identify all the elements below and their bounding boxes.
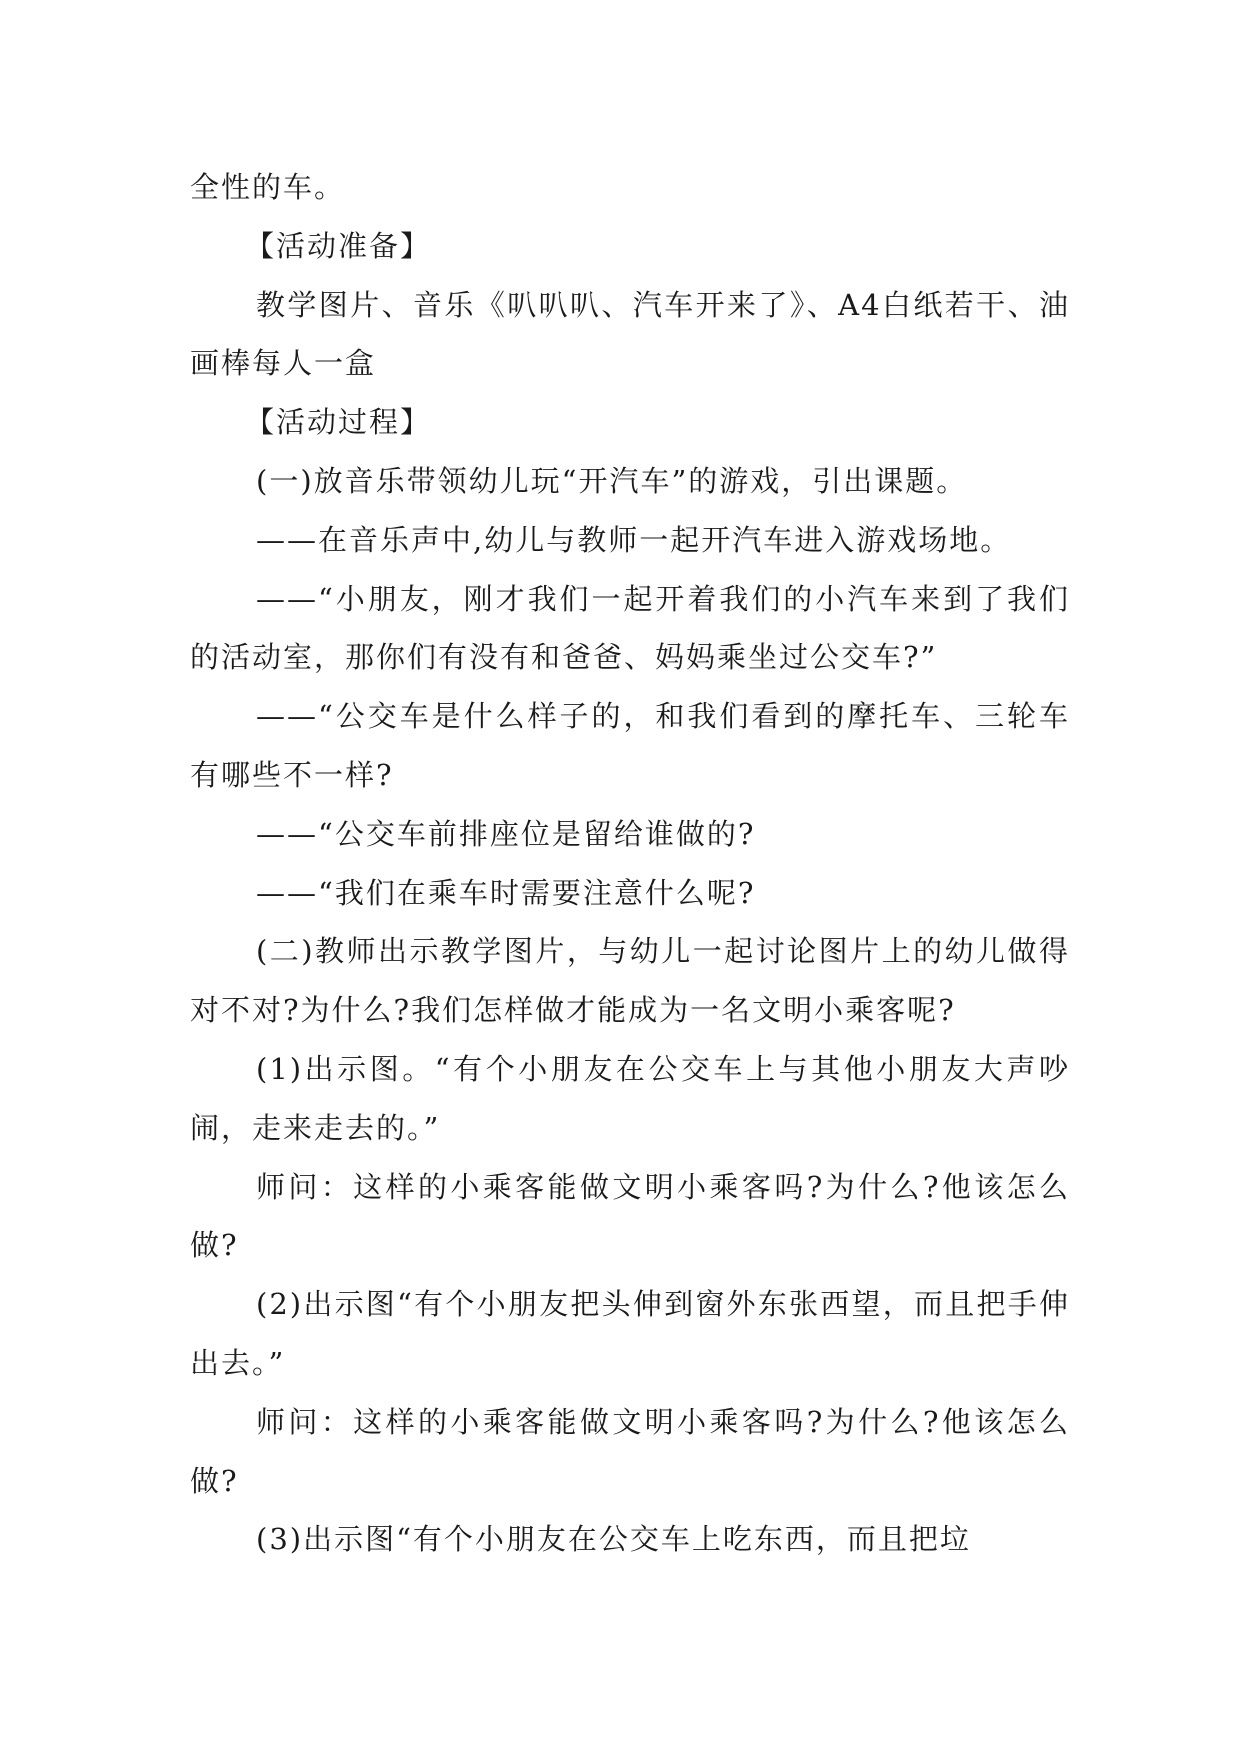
paragraph: 教学图片、音乐《叭叭叭、汽车开来了》、A4白纸若干、油画棒每人一盒 (190, 287, 1070, 381)
paragraph: (3)出示图“有个小朋友在公交车上吃东西，而且把垃 (256, 1522, 971, 1557)
paragraph: (1)出示图。“有个小朋友在公交车上与其他小朋友大声吵闹，走来走去的。” (190, 1051, 1070, 1145)
paragraph: 全性的车。 (190, 170, 346, 204)
document-body (190, 158, 1070, 1569)
paragraph: 师问：这样的小乘客能做文明小乘客吗?为什么?他该怎么做? (190, 1169, 1070, 1263)
paragraph: ——在音乐声中,幼儿与教师一起开汽车进入游戏场地。 (256, 522, 1012, 557)
paragraph: 师问：这样的小乘客能做文明小乘客吗?为什么?他该怎么做? (190, 1404, 1070, 1498)
paragraph: ——“公交车前排座位是留给谁做的? (256, 816, 756, 851)
paragraph: ——“公交车是什么样子的，和我们看到的摩托车、三轮车有哪些不一样? (190, 699, 1070, 792)
paragraph: (二)教师出示教学图片，与幼儿一起讨论图片上的幼儿做得对不对?为什么?我们怎样做才能成为一名文明小乘客呢? (190, 934, 1070, 1028)
paragraph: ——“我们在乘车时需要注意什么呢? (256, 875, 756, 910)
section-heading-process: 【活动过程】 (245, 405, 432, 440)
paragraph: (一)放音乐带领幼儿玩“开汽车”的游戏，引出课题。 (256, 463, 968, 498)
section-heading-preparation: 【活动准备】 (245, 228, 432, 263)
paragraph: (2)出示图“有个小朋友把头伸到窗外东张西望，而且把手伸出去。” (190, 1287, 1070, 1380)
paragraph: ——“小朋友，刚才我们一起开着我们的小汽车来到了我们的活动室，那你们有没有和爸爸、妈妈乘坐过公交车?” (190, 581, 1070, 675)
